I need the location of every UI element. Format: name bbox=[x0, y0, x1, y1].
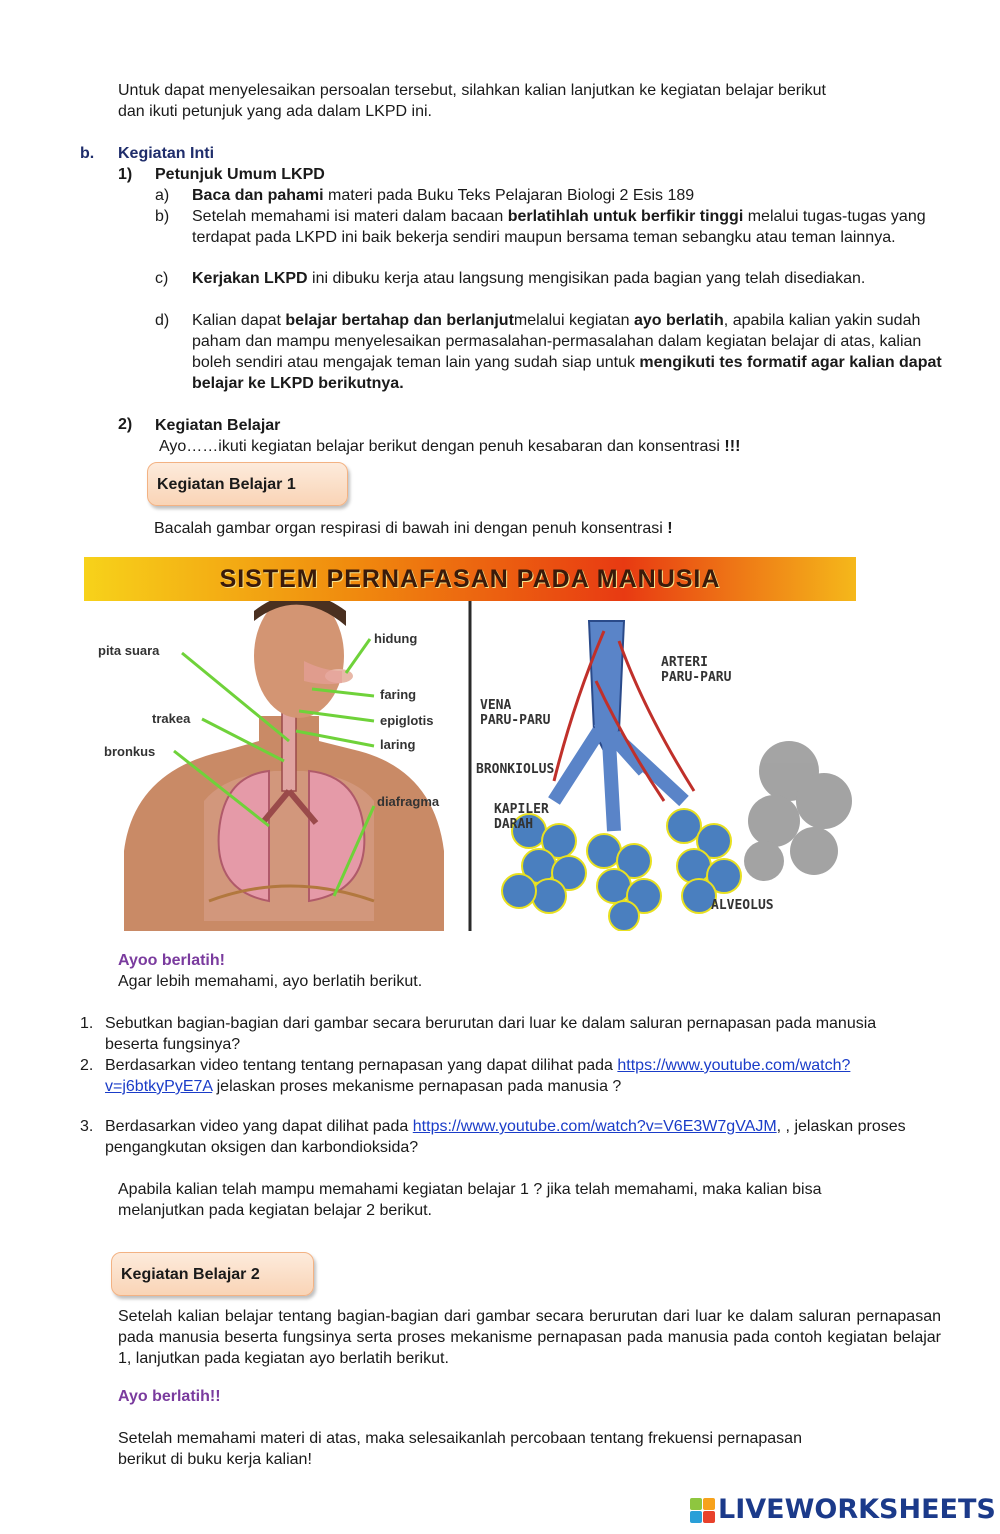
logo-text: LIVEWORKSHEETS bbox=[718, 1494, 996, 1525]
question-2 bbox=[80, 1055, 910, 1097]
s1-item-d bbox=[155, 310, 945, 394]
label-faring: faring bbox=[380, 687, 417, 702]
label-arteri-2: PARU-PARU bbox=[661, 670, 732, 685]
item-text: melalui tugas-tugas yang terdapat pada LKPD ini baik bekerja sendiri maupun bersama teman sebangku atau teman lainnya. bbox=[192, 208, 926, 246]
item-bold: Baca dan pahami bbox=[192, 187, 324, 204]
label-vena-2: PARU-PARU bbox=[480, 713, 551, 728]
item-label: d) bbox=[155, 312, 170, 329]
figure-title: SISTEM PERNAFASAN PADA MANUSIA bbox=[84, 557, 856, 601]
question-text-post: jelaskan proses mekanisme pernapasan pada manusia ? bbox=[212, 1078, 622, 1095]
practice1-heading: Ayoo berlatih! bbox=[118, 952, 225, 969]
s1-item-a bbox=[155, 185, 945, 206]
s2-text-bold: !!! bbox=[724, 438, 741, 455]
label-alveolus: ALVEOLUS bbox=[711, 898, 774, 913]
item-bold-1: belajar bertahap dan berlanjut bbox=[285, 312, 514, 329]
s2-title: Kegiatan Belajar bbox=[155, 417, 281, 434]
item-label: a) bbox=[155, 187, 170, 204]
kegiatan-belajar-1-box: Kegiatan Belajar 1 bbox=[147, 462, 348, 506]
label-epiglotis: epiglotis bbox=[380, 713, 434, 728]
s1-item-c bbox=[155, 268, 945, 289]
item-bold-2: ayo berlatih bbox=[633, 312, 724, 329]
intro-line-1: Untuk dapat menyelesaikan persoalan tersebut, silahkan kalian lanjutkan ke kegiatan belajar berikut bbox=[118, 82, 826, 99]
kb1-instruction-text: Bacalah gambar organ respirasi di bawah ini dengan penuh konsentrasi bbox=[154, 520, 668, 537]
question-1 bbox=[80, 1013, 910, 1055]
kb1-instruction bbox=[154, 518, 673, 539]
question-number: 3. bbox=[80, 1118, 94, 1135]
s2-text-main: Ayo……ikuti kegiatan belajar berikut dengan penuh kesabaran dan konsentrasi bbox=[159, 438, 725, 455]
label-trakea: trakea bbox=[152, 711, 191, 726]
s1-title: Petunjuk Umum LKPD bbox=[155, 166, 325, 183]
item-text: materi pada Buku Teks Pelajaran Biologi 2 Esis 189 bbox=[323, 187, 695, 204]
question-text: Sebutkan bagian-bagian dari gambar secara berurutan dari luar ke dalam saluran pernapasan pada manusia beserta fungsinya? bbox=[105, 1015, 877, 1053]
intro-text bbox=[118, 80, 938, 122]
practice1-subtext: Agar lebih memahami, ayo berlatih berikut. bbox=[118, 973, 423, 990]
label-hidung: hidung bbox=[374, 631, 418, 646]
respiratory-illustration bbox=[84, 601, 856, 931]
label-pita-suara: pita suara bbox=[98, 643, 160, 658]
s2-number: 2) bbox=[118, 416, 133, 433]
item-text-pre: Setelah memahami isi materi dalam bacaan bbox=[192, 208, 508, 225]
section-b-title: Kegiatan Inti bbox=[118, 145, 215, 162]
question-number: 2. bbox=[80, 1057, 94, 1074]
s2-text bbox=[159, 436, 740, 457]
question-text-pre: Berdasarkan video yang dapat dilihat pada bbox=[105, 1118, 413, 1135]
practice2-text bbox=[118, 1428, 948, 1470]
item-bold-3: mengikuti tes formatif agar kalian dapat belajar ke LKPD berikutnya. bbox=[192, 354, 942, 392]
respiratory-system-figure bbox=[84, 557, 856, 931]
kegiatan-belajar-2-box: Kegiatan Belajar 2 bbox=[111, 1252, 314, 1296]
item-label: b) bbox=[155, 208, 170, 225]
label-laring: laring bbox=[380, 737, 416, 752]
question-3 bbox=[80, 1116, 910, 1158]
liveworksheets-logo bbox=[690, 1493, 996, 1527]
item-bold: Kerjakan LKPD bbox=[192, 270, 308, 287]
item-label: c) bbox=[155, 270, 169, 287]
practice2-line-1: Setelah memahami materi di atas, maka selesaikanlah percobaan tentang frekuensi pernapasan bbox=[118, 1430, 802, 1447]
label-vena-1: VENA bbox=[480, 698, 512, 713]
question-text-pre: Berdasarkan video tentang tentang pernapasan yang dapat dilihat pada bbox=[105, 1057, 618, 1074]
after-line-2: melanjutkan pada kegiatan belajar 2 berikut. bbox=[118, 1202, 432, 1219]
item-text-mid: melalui kegiatan bbox=[513, 312, 634, 329]
label-arteri-1: ARTERI bbox=[661, 655, 708, 670]
label-bronkus: bronkus bbox=[104, 744, 156, 759]
section-b-label: b. bbox=[80, 145, 95, 162]
intro-line-2: dan ikuti petunjuk yang ada dalam LKPD ini. bbox=[118, 103, 432, 120]
label-bronkiolus: BRONKIOLUS bbox=[476, 762, 555, 777]
youtube-link-1[interactable]: https://www.youtube.com/watch?v=j6btkyPyE7A bbox=[105, 1057, 851, 1095]
item-text-pre: Kalian dapat bbox=[192, 312, 286, 329]
label-diafragma: diafragma bbox=[377, 794, 440, 809]
practice2-line-2: berikut di buku kerja kalian! bbox=[118, 1451, 312, 1468]
youtube-link-2[interactable]: https://www.youtube.com/watch?v=V6E3W7gVAJM bbox=[412, 1118, 777, 1135]
item-text: , apabila kalian yakin sudah paham dan mampu menyelesaikan permasalahan-permasalahan dalam kegiatan belajar di atas, kalian boleh sendiri atau mengajak teman lain yang sudah siap untuk bbox=[192, 312, 922, 371]
question-number: 1. bbox=[80, 1015, 94, 1032]
s1-item-b bbox=[155, 206, 945, 248]
item-bold: berlatihlah untuk berfikir tinggi bbox=[507, 208, 744, 225]
after-questions-text bbox=[118, 1179, 948, 1221]
after-line-1: Apabila kalian telah mampu memahami kegiatan belajar 1 ? jika telah memahami, maka kalian bisa bbox=[118, 1181, 822, 1198]
kb1-instruction-bold: ! bbox=[667, 520, 673, 537]
s1-number: 1) bbox=[118, 166, 133, 183]
question-text-post: , , jelaskan proses pengangkutan oksigen dan karbondioksida? bbox=[105, 1118, 906, 1156]
label-kapiler-2: DARAH bbox=[494, 817, 534, 832]
practice2-heading: Ayo berlatih!! bbox=[118, 1388, 221, 1405]
item-text: ini dibuku kerja atau langsung mengisikan pada bagian yang telah disediakan. bbox=[307, 270, 866, 287]
label-kapiler-1: KAPILER bbox=[494, 802, 549, 817]
kb2-paragraph: Setelah kalian belajar tentang bagian-bagian dari gambar secara berurutan dari luar ke dalam saluran pernapasan pada manusia beserta fungsinya serta proses mekanisme pernapasan pada manusia pada contoh kegiatan belajar 1, lanjutkan pada kegiatan ayo berlatih berikut. bbox=[118, 1308, 941, 1367]
logo-icon bbox=[690, 1498, 716, 1524]
